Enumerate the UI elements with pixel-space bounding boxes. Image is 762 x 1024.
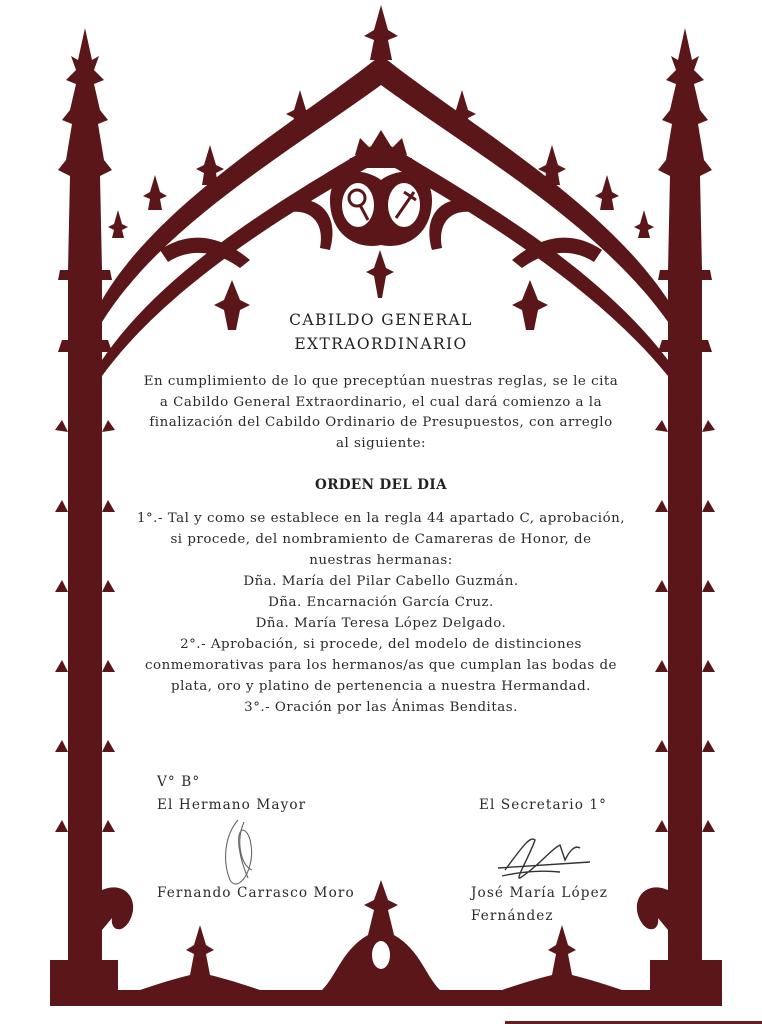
secretario-name-line-1: José María López xyxy=(471,885,608,901)
agenda-line: nuestras hermanas: xyxy=(309,553,453,568)
document-title-line-1: CABILDO GENERAL xyxy=(289,311,473,329)
hermano-mayor-name: Fernando Carrasco Moro xyxy=(157,885,355,901)
brotherhood-crest xyxy=(330,130,432,246)
intro-line: finalización del Cabildo Ordinario de Presupuestos, con arreglo xyxy=(149,415,613,430)
agenda-line: 2°.- Aprobación, si procede, del modelo de distinciones xyxy=(180,637,582,652)
agenda-line: Dña. María Teresa López Delgado. xyxy=(255,616,507,631)
secretario-role: El Secretario 1° xyxy=(479,797,608,813)
approval-mark: V° B° xyxy=(157,774,201,790)
hermano-mayor-role: El Hermano Mayor xyxy=(157,797,307,813)
agenda-line: plata, oro y platino de pertenencia a nuestra Hermandad. xyxy=(171,679,591,694)
secretario-signature xyxy=(498,839,590,878)
agenda-line: si procede, del nombramiento de Camareras de Honor, de xyxy=(170,532,592,547)
agenda-line: conmemorativas para los hermanos/as que cumplan las bodas de xyxy=(145,658,617,673)
document-title-line-2: EXTRAORDINARIO xyxy=(294,335,468,353)
hermano-mayor-signature xyxy=(226,820,252,884)
agenda-heading: ORDEN DEL DIA xyxy=(315,477,447,493)
intro-line: al siguiente: xyxy=(335,436,427,451)
intro-line: En cumplimiento de lo que preceptúan nuestras reglas, se le cita xyxy=(143,374,619,389)
secretario-name-line-2: Fernández xyxy=(471,908,554,924)
intro-line: a Cabildo General Extraordinario, el cual dará comienzo a la xyxy=(159,395,603,410)
agenda-line: 3°.- Oración por las Ánimas Benditas. xyxy=(244,700,518,715)
agenda-line: Dña. María del Pilar Cabello Guzmán. xyxy=(243,574,519,589)
agenda-line: 1°.- Tal y como se establece en la regla 44 apartado C, aprobación, xyxy=(136,511,626,526)
agenda-line: Dña. Encarnación García Cruz. xyxy=(268,595,494,610)
